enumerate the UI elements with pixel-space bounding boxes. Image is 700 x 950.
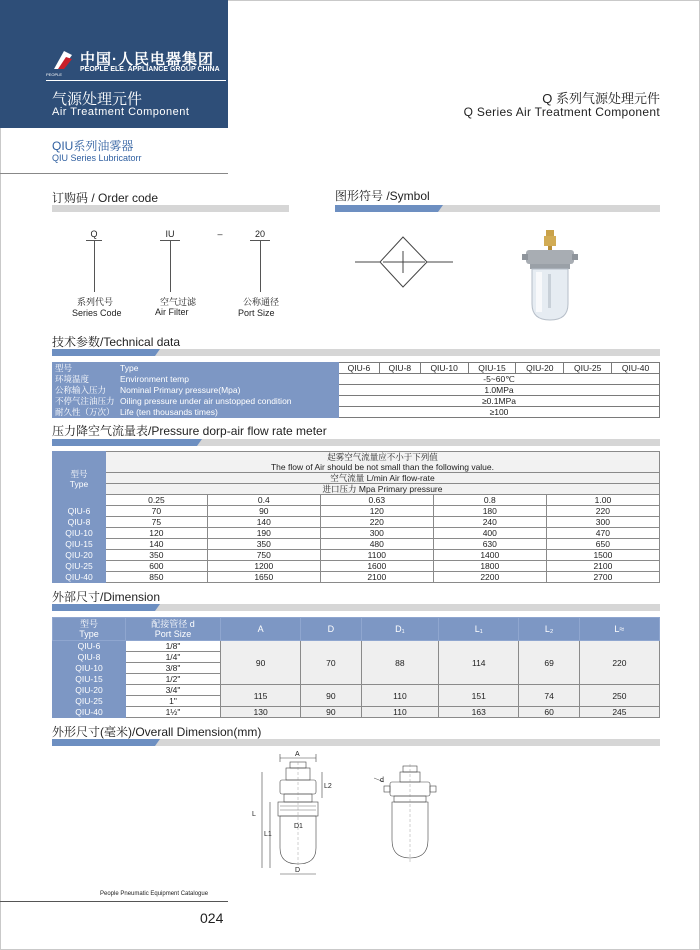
dim-port-en: Port Size xyxy=(154,629,192,639)
table-row xyxy=(53,495,660,506)
row-type: QIU-25 xyxy=(53,696,126,707)
row-port: 1½" xyxy=(126,707,221,718)
table-row xyxy=(53,641,660,652)
cell: 110 xyxy=(361,685,439,707)
header-banner xyxy=(0,0,228,128)
cell: 88 xyxy=(361,641,439,685)
cell: 1200 xyxy=(207,561,320,572)
row-port: 1" xyxy=(126,696,221,707)
footer-catalogue: People Pneumatic Equipment Catalogue xyxy=(100,891,209,897)
cell: 114 xyxy=(439,641,519,685)
table-row xyxy=(53,685,660,696)
logo-sub-text: PEOPLE xyxy=(46,72,63,77)
table-row xyxy=(53,618,660,641)
cell: 130 xyxy=(221,707,301,718)
company-name-cn: 中国·人民电器集团 xyxy=(80,51,214,68)
tech-label-cn: 型号 xyxy=(53,363,118,374)
overall-title: 外形尺寸(毫米)/Overall Dimension(mm) xyxy=(52,725,262,739)
cell: 190 xyxy=(207,528,320,539)
cell: 115 xyxy=(221,685,301,707)
symbol-bar xyxy=(335,205,660,212)
company-name-en: PEOPLE ELE. APPLIANCE GROUP CHINA xyxy=(80,66,220,73)
tech-label-en: Nominal Primary pressure(Mpa) xyxy=(118,385,339,396)
table-row xyxy=(53,407,660,418)
lubricator-symbol-icon xyxy=(355,233,455,291)
cell: 70 xyxy=(106,506,208,517)
order-label-series-en: Series Code xyxy=(72,308,122,318)
pressure-bar xyxy=(52,439,660,446)
series-title-en: Q Series Air Treatment Component xyxy=(463,105,660,119)
technical-table xyxy=(52,362,660,418)
technical-bar xyxy=(52,349,660,356)
cell: 180 xyxy=(433,506,546,517)
pressure-title: 压力降空气流量表/Pressure dorp-air flow rate meter xyxy=(52,424,327,438)
technical-title: 技术参数/Technical data xyxy=(52,335,181,349)
cell: 1500 xyxy=(546,550,659,561)
order-part-series: Q xyxy=(90,229,98,239)
dim-type-en: Type xyxy=(79,629,99,639)
cell: 600 xyxy=(106,561,208,572)
cell: 70 xyxy=(301,641,361,685)
table-row xyxy=(53,452,660,473)
dim-header-port xyxy=(126,618,221,641)
dim-header-a: A xyxy=(221,618,301,641)
model-header: QIU-8 xyxy=(379,363,420,374)
page-number: 024 xyxy=(200,910,224,926)
order-leader-line xyxy=(170,240,171,292)
cell: 60 xyxy=(519,707,579,718)
cell: 400 xyxy=(433,528,546,539)
cell: 1600 xyxy=(320,561,433,572)
pressure-value-header: 0.4 xyxy=(207,495,320,506)
cell: 1100 xyxy=(320,550,433,561)
order-leader-line xyxy=(260,240,261,292)
order-part-size: 20 xyxy=(254,229,265,239)
product-name-en: QIU Series Lubricatorr xyxy=(52,153,142,163)
table-row xyxy=(53,506,660,517)
cell: 1400 xyxy=(433,550,546,561)
symbol-title: 图形符号 /Symbol xyxy=(335,189,430,203)
cell: 470 xyxy=(546,528,659,539)
tech-label-cn: 环境温度 xyxy=(53,374,118,385)
model-header: QIU-25 xyxy=(564,363,612,374)
cell: 163 xyxy=(439,707,519,718)
cell: 140 xyxy=(106,539,208,550)
pressure-table xyxy=(52,451,660,583)
row-type: QIU-20 xyxy=(53,685,126,696)
dim-label-port-d: d xyxy=(380,777,384,784)
row-type: QIU-10 xyxy=(53,663,126,674)
cell: 1650 xyxy=(207,572,320,583)
product-divider xyxy=(0,173,228,174)
order-label-filter-en: Air Filter xyxy=(155,307,189,317)
category-title-en: Air Treatment Component xyxy=(52,106,190,118)
cell: 630 xyxy=(433,539,546,550)
cell: 90 xyxy=(301,707,361,718)
pressure-type-header xyxy=(53,452,106,506)
header-divider xyxy=(46,80,226,81)
cell: 90 xyxy=(301,685,361,707)
tech-value: 1.0MPa xyxy=(339,385,660,396)
cell: 750 xyxy=(207,550,320,561)
cell: 240 xyxy=(433,517,546,528)
row-type: QIU-15 xyxy=(53,539,106,550)
cell: 2100 xyxy=(320,572,433,583)
tech-label-en: Life (ten thousands times) xyxy=(118,407,339,418)
cell: 120 xyxy=(106,528,208,539)
dimension-bar xyxy=(52,604,660,611)
pressure-value-header: 0.8 xyxy=(433,495,546,506)
dim-label-l: L xyxy=(252,811,256,818)
cell: 350 xyxy=(207,539,320,550)
table-row xyxy=(53,539,660,550)
dim-label-d: D xyxy=(295,867,301,874)
table-row xyxy=(53,385,660,396)
tech-value: ≥0.1MPa xyxy=(339,396,660,407)
cell: 1800 xyxy=(433,561,546,572)
row-type: QIU-40 xyxy=(53,572,106,583)
pressure-note xyxy=(106,452,660,473)
pressure-type-cn: 型号 xyxy=(70,468,88,479)
row-type: QIU-25 xyxy=(53,561,106,572)
cell: 2100 xyxy=(546,561,659,572)
product-name-cn: QIU系列油雾器 xyxy=(52,139,134,153)
cell: 90 xyxy=(221,641,301,685)
dim-header-l2: L₂ xyxy=(519,618,579,641)
table-row xyxy=(53,363,660,374)
pressure-note-cn: 起雾空气流量应不小于下列值 xyxy=(327,452,438,462)
table-row xyxy=(53,707,660,718)
order-label-port-en: Port Size xyxy=(238,308,275,318)
model-header: QIU-40 xyxy=(612,363,660,374)
dim-header-d: D xyxy=(301,618,361,641)
lubricator-photo xyxy=(520,228,580,328)
cell: 75 xyxy=(106,517,208,528)
cell: 110 xyxy=(361,707,439,718)
cell: 250 xyxy=(579,685,659,707)
dim-label-a: A xyxy=(295,751,300,758)
series-title-cn: Q 系列气源处理元件 xyxy=(542,91,660,106)
tech-label-en: Oiling pressure under air unstopped condition xyxy=(118,396,339,407)
dim-type-cn: 型号 xyxy=(79,619,98,629)
table-row xyxy=(53,396,660,407)
cell: 220 xyxy=(320,517,433,528)
row-type: QIU-20 xyxy=(53,550,106,561)
cell: 140 xyxy=(207,517,320,528)
cell: 90 xyxy=(207,506,320,517)
row-port: 3/4" xyxy=(126,685,221,696)
cell: 350 xyxy=(106,550,208,561)
footer-divider xyxy=(0,901,228,902)
dim-port-cn: 配接管径 d xyxy=(151,619,195,629)
order-label-port-cn: 公称通径 xyxy=(242,297,279,307)
dim-header-l1: L₁ xyxy=(439,618,519,641)
order-leader-line xyxy=(94,240,95,292)
side-dimension-drawing xyxy=(370,760,450,870)
dim-header-l: L≈ xyxy=(579,618,659,641)
cell: 2200 xyxy=(433,572,546,583)
table-row xyxy=(53,550,660,561)
table-row xyxy=(53,561,660,572)
row-port: 1/4" xyxy=(126,652,221,663)
cell: 480 xyxy=(320,539,433,550)
cell: 300 xyxy=(546,517,659,528)
dim-header-type xyxy=(53,618,126,641)
order-part-dash: – xyxy=(217,229,223,239)
order-code-title: 订购码 / Order code xyxy=(52,191,159,205)
flow-label: 空气流量 L/min Air flow-rate xyxy=(106,473,660,484)
order-label-series-cn: 系列代号 xyxy=(76,297,113,307)
tech-label-cn: 公称输入压力 xyxy=(53,385,118,396)
tech-value: -5~60℃ xyxy=(339,374,660,385)
model-header: QIU-6 xyxy=(339,363,380,374)
category-title-cn: 气源处理元件 xyxy=(52,91,143,108)
table-row xyxy=(53,572,660,583)
dim-header-d1: D₁ xyxy=(361,618,439,641)
row-type: QIU-15 xyxy=(53,674,126,685)
row-type: QIU-8 xyxy=(53,517,106,528)
row-type: QIU-40 xyxy=(53,707,126,718)
primary-pressure-label: 进口压力 Mpa Primary pressure xyxy=(106,484,660,495)
order-code-bar xyxy=(52,205,289,212)
row-type: QIU-6 xyxy=(53,641,126,652)
front-dimension-drawing xyxy=(240,748,340,880)
cell: 300 xyxy=(320,528,433,539)
tech-label-cn: 不停气注油压力 xyxy=(53,396,118,407)
row-port: 1/2" xyxy=(126,674,221,685)
cell: 245 xyxy=(579,707,659,718)
table-row xyxy=(53,473,660,484)
pressure-type-en: Type xyxy=(69,478,89,489)
cell: 151 xyxy=(439,685,519,707)
pressure-value-header: 0.63 xyxy=(320,495,433,506)
dim-label-l1: L1 xyxy=(264,831,272,838)
dim-label-l2: L2 xyxy=(324,783,332,790)
pressure-note-en: The flow of Air should be not small than the following value. xyxy=(270,462,495,472)
row-port: 1/8" xyxy=(126,641,221,652)
table-row xyxy=(53,484,660,495)
cell: 2700 xyxy=(546,572,659,583)
cell: 850 xyxy=(106,572,208,583)
row-type: QIU-10 xyxy=(53,528,106,539)
cell: 220 xyxy=(579,641,659,685)
cell: 650 xyxy=(546,539,659,550)
cell: 74 xyxy=(519,685,579,707)
pressure-value-header: 1.00 xyxy=(546,495,659,506)
tech-label-cn: 耐久性（万次） xyxy=(53,407,118,418)
model-header: QIU-10 xyxy=(420,363,468,374)
cell: 120 xyxy=(320,506,433,517)
model-header: QIU-15 xyxy=(468,363,516,374)
cell: 69 xyxy=(519,641,579,685)
tech-label-en: Environment temp xyxy=(118,374,339,385)
row-type: QIU-8 xyxy=(53,652,126,663)
cell: 220 xyxy=(546,506,659,517)
table-row xyxy=(53,374,660,385)
dimension-title: 外部尺寸/Dimension xyxy=(52,590,161,604)
tech-label-en: Type xyxy=(118,363,339,374)
tech-value: ≥100 xyxy=(339,407,660,418)
model-header: QIU-20 xyxy=(516,363,564,374)
dim-label-d1: D1 xyxy=(294,823,303,830)
company-logo-icon xyxy=(52,49,74,71)
table-row xyxy=(53,517,660,528)
row-port: 3/8" xyxy=(126,663,221,674)
row-type: QIU-6 xyxy=(53,506,106,517)
pressure-value-header: 0.25 xyxy=(106,495,208,506)
order-part-type: IU xyxy=(165,229,175,239)
overall-bar xyxy=(52,739,660,746)
dimension-table xyxy=(52,617,660,718)
table-row xyxy=(53,528,660,539)
order-label-filter-cn: 空气过滤 xyxy=(159,297,196,307)
